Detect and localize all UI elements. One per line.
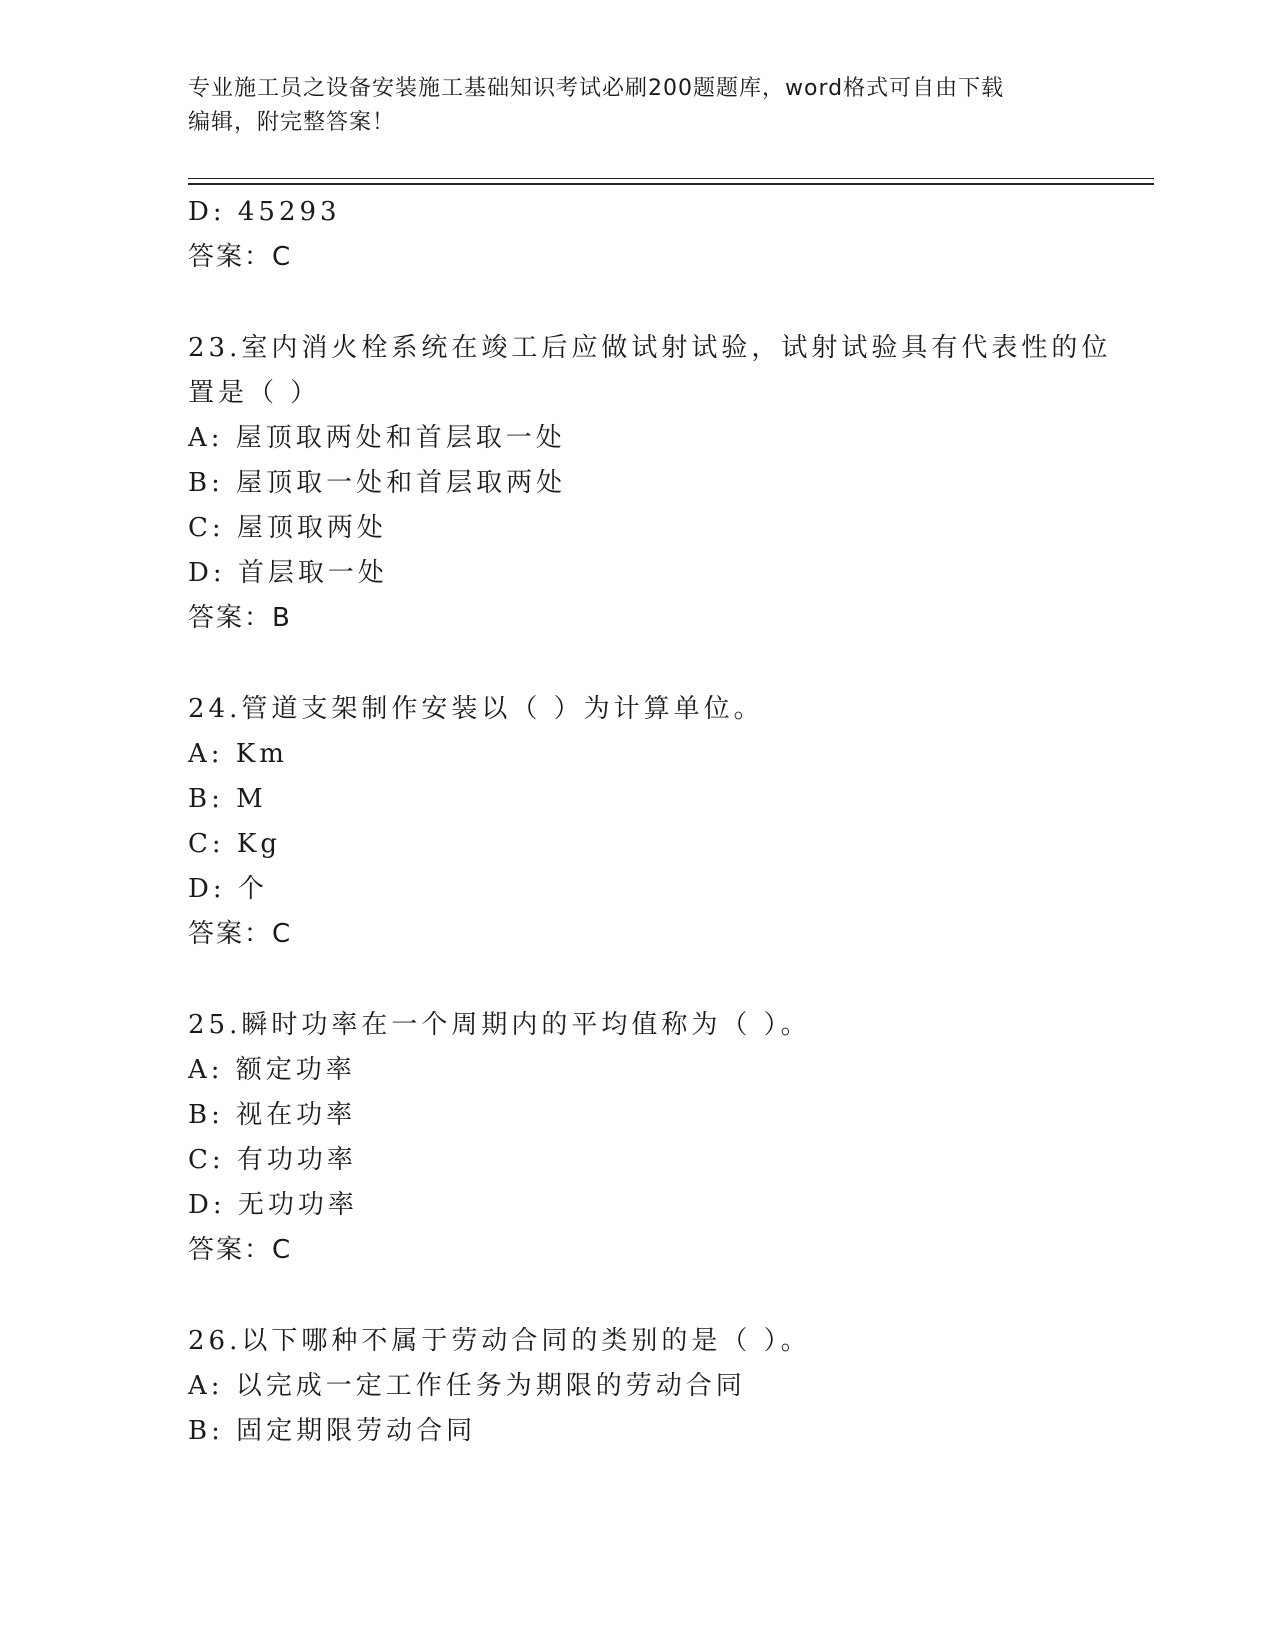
prev-answer: 答案：C xyxy=(188,242,293,272)
q25-option-d: D: 无功功率 xyxy=(188,1190,358,1220)
q24-option-d: D: 个 xyxy=(188,874,268,904)
q23-option-b: B: 屋顶取一处和首层取两处 xyxy=(188,468,567,498)
header-divider-thin xyxy=(188,178,1154,179)
document-header xyxy=(188,72,1088,140)
q26-stem-line1: 26.以下哪种不属于劳动合同的类别的是（ ）。 xyxy=(188,1326,811,1356)
q25-option-a: A: 额定功率 xyxy=(188,1055,356,1085)
q25-option-c: C: 有功功率 xyxy=(188,1145,357,1175)
header-title-line1: 专业施工员之设备安装施工基础知识考试必刷200题题库，word格式可自由下载 xyxy=(188,76,1005,101)
q24-answer: 答案：C xyxy=(188,919,293,949)
q23-option-d: D: 首层取一处 xyxy=(188,558,388,588)
q24-option-b: B: M xyxy=(188,784,267,814)
q24-stem-line1: 24.管道支架制作安装以（ ）为计算单位。 xyxy=(188,694,764,724)
q23-stem-line2: 置是（ ） xyxy=(188,378,321,408)
q23-option-a: A: 屋顶取两处和首层取一处 xyxy=(188,423,566,453)
q23-answer: 答案：B xyxy=(188,603,292,633)
q26-option-b: B: 固定期限劳动合同 xyxy=(188,1416,477,1446)
q24-option-c: C: Kg xyxy=(188,829,281,859)
q26-option-a: A: 以完成一定工作任务为期限的劳动合同 xyxy=(188,1371,746,1401)
q25-stem-line1: 25.瞬时功率在一个周期内的平均值称为（ ）。 xyxy=(188,1010,811,1040)
header-divider-thick xyxy=(188,183,1154,185)
q25-answer: 答案：C xyxy=(188,1235,293,1265)
q23-option-c: C: 屋顶取两处 xyxy=(188,513,387,543)
header-title-line2: 编辑，附完整答案！ xyxy=(188,110,396,135)
q24-option-a: A: Km xyxy=(188,739,288,769)
q23-stem-line1: 23.室内消火栓系统在竣工后应做试射试验，试射试验具有代表性的位 xyxy=(188,333,1112,363)
q25-option-b: B: 视在功率 xyxy=(188,1100,357,1130)
prev-option-d: D: 45293 xyxy=(188,197,341,227)
